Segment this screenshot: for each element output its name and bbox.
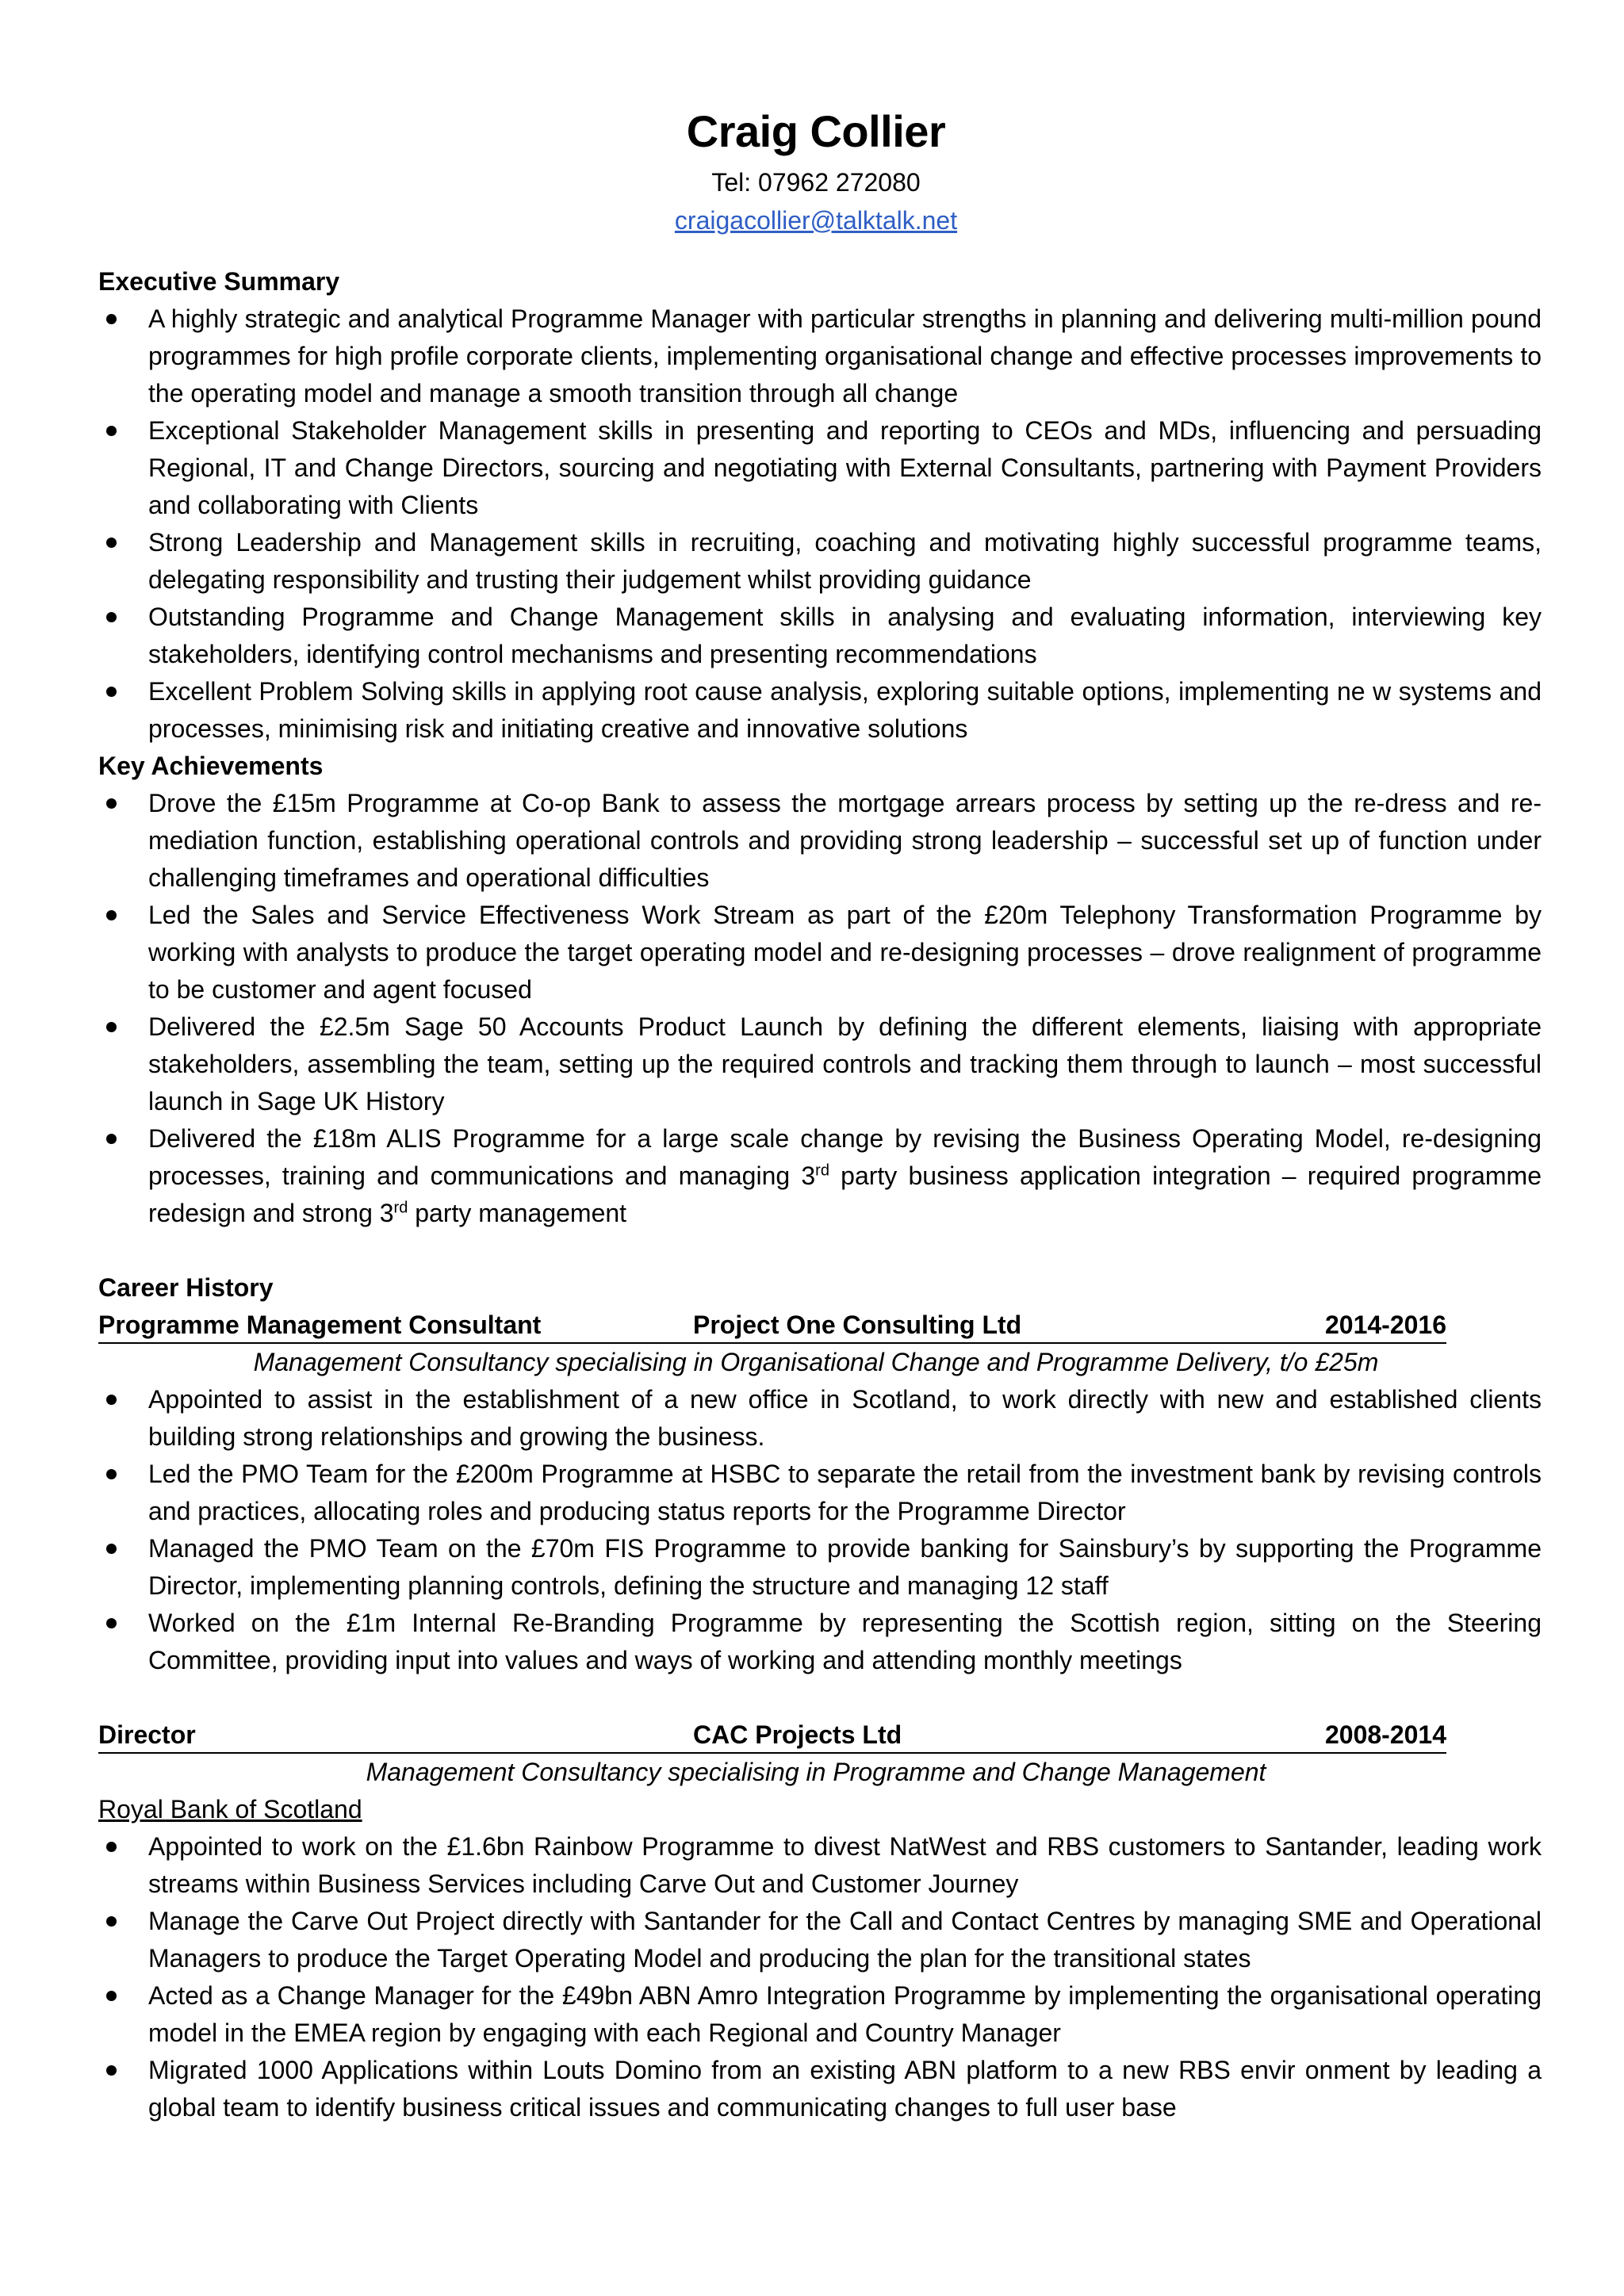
career-history-section <box>98 1269 1542 2126</box>
list-item: Exceptional Stakeholder Management skills in presenting and reporting to CEOs and MDs, influencing and persuading Regional, IT and Change Directors, sourcing and negotiating with External Consultants, partnering with Payment Providers and collaborating with Clients <box>98 412 1542 524</box>
cv-page <box>98 0 1542 2126</box>
list-item: A highly strategic and analytical Programme Manager with particular strengths in planning and delivering multi-million pound programmes for high profile corporate clients, implementing organisational change and effective processes improvements to the operating model and manage a smooth transition through all change <box>98 300 1542 412</box>
company-description: Management Consultancy specialising in Organisational Change and Programme Delivery, t/o £25m <box>253 1348 1379 1376</box>
list-item: Migrated 1000 Applications within Louts Domino from an existing ABN platform to a new RBS envir onment by leading a global team to identify business critical issues and communicating changes to full user base <box>98 2052 1542 2126</box>
key-achievements-heading: Key Achievements <box>98 752 324 780</box>
job-title: Director <box>98 1720 196 1749</box>
cv-header <box>98 100 1534 239</box>
company-description: Management Consultancy specialising in Programme and Change Management <box>366 1758 1266 1786</box>
list-item: Outstanding Programme and Change Management skills in analysing and evaluating information, interviewing key stakeholders, identifying control mechanisms and presenting recommendations <box>98 599 1542 673</box>
list-item: Strong Leadership and Management skills in recruiting, coaching and motivating highly successful programme teams, delegating responsibility and trusting their judgement whilst providing guidance <box>98 524 1542 599</box>
list-item: Manage the Carve Out Project directly with Santander for the Call and Contact Centres by managing SME and Operational Managers to produce the Target Operating Model and producing the plan for the transitional states <box>98 1903 1542 1977</box>
executive-summary-heading: Executive Summary <box>98 267 340 296</box>
phone-number: Tel: 07962 272080 <box>711 168 921 197</box>
list-item: Led the Sales and Service Effectiveness Work Stream as part of the £20m Telephony Transformation Programme by working with analysts to produce the target operating model and re-designing processes – drove realignment of programme to be customer and agent focused <box>98 897 1542 1008</box>
email-link[interactable]: craigacollier@talktalk.net <box>674 206 958 235</box>
list-item: Acted as a Change Manager for the £49bn ABN Amro Integration Programme by implementing the organisational operating model in the EMEA region by engaging with each Regional and Country Manager <box>98 1977 1542 2052</box>
list-item: Delivered the £2.5m Sage 50 Accounts Product Launch by defining the different elements, liaising with appropriate stakeholders, assembling the team, setting up the required controls and tracking them through to launch – most successful launch in Sage UK History <box>98 1008 1542 1120</box>
job-dates: 2008-2014 <box>1324 1720 1446 1749</box>
key-achievements-section <box>98 748 1542 1232</box>
job-company: CAC Projects Ltd <box>693 1720 902 1749</box>
job-dates: 2014-2016 <box>1324 1311 1446 1339</box>
list-item: Appointed to assist in the establishment of a new office in Scotland, to work directly with new and established clients building strong relationships and growing the business. <box>98 1381 1542 1456</box>
client-name: Royal Bank of Scotland <box>98 1795 362 1823</box>
job-company: Project One Consulting Ltd <box>693 1311 1022 1339</box>
job-title: Programme Management Consultant <box>98 1311 542 1339</box>
job-header <box>98 1716 1446 1754</box>
list-item: Led the PMO Team for the £200m Programme at HSBC to separate the retail from the investment bank by revising controls and practices, allocating roles and producing status reports for the Programme Director <box>98 1456 1542 1530</box>
executive-summary-section <box>98 263 1542 748</box>
career-history-heading: Career History <box>98 1273 274 1302</box>
list-item: Delivered the £18m ALIS Programme for a large scale change by revising the Business Operating Model, re-designing processes, training and communications and managing 3rd party business application integration – required programme redesign and strong 3rd party management <box>98 1120 1542 1232</box>
job-entry <box>98 1307 1542 1679</box>
job-entry <box>98 1716 1542 2126</box>
list-item: Managed the PMO Team on the £70m FIS Programme to provide banking for Sainsbury’s by supporting the Programme Director, implementing planning controls, defining the structure and managing 12 staff <box>98 1530 1542 1605</box>
list-item: Excellent Problem Solving skills in applying root cause analysis, exploring suitable options, implementing ne w systems and processes, minimising risk and initiating creative and innovative solutions <box>98 673 1542 748</box>
list-item: Worked on the £1m Internal Re-Branding Programme by representing the Scottish region, sitting on the Steering Committee, providing input into values and ways of working and attending monthly meetings <box>98 1605 1542 1679</box>
list-item: Drove the £15m Programme at Co-op Bank to assess the mortgage arrears process by setting up the re-dress and re-mediation function, establishing operational controls and providing strong leadership – successful set up of function under challenging timeframes and operational difficulties <box>98 785 1542 897</box>
job-header <box>98 1307 1446 1344</box>
candidate-name: Craig Collier <box>686 106 946 156</box>
list-item: Appointed to work on the £1.6bn Rainbow Programme to divest NatWest and RBS customers to Santander, leading work streams within Business Services including Carve Out and Customer Journey <box>98 1828 1542 1903</box>
